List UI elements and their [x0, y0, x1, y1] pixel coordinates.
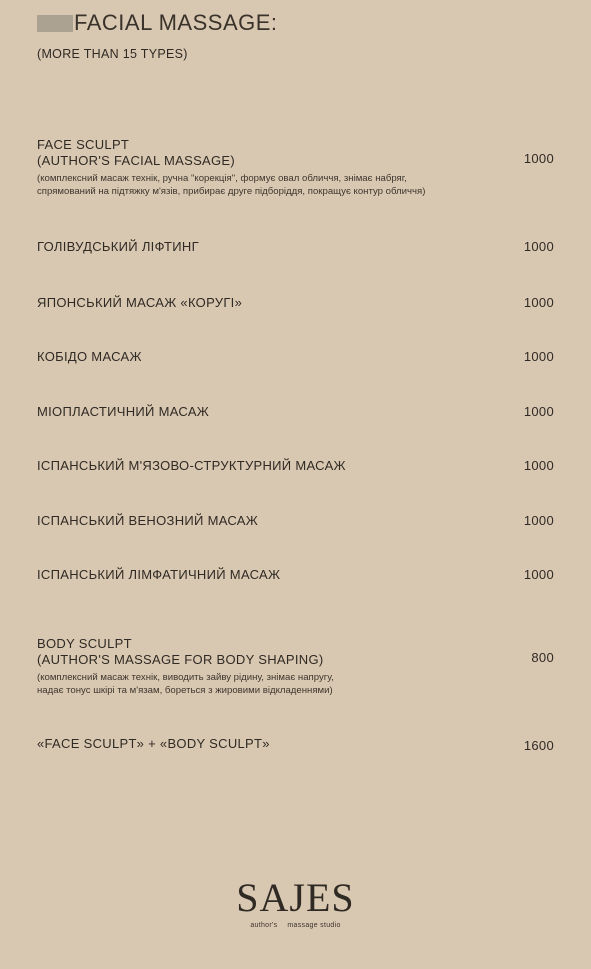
logo-wordmark: SAJES [236, 875, 355, 920]
item-price: 1000 [523, 458, 554, 473]
item-name-line1: BODY SCULPT [37, 636, 132, 651]
brand-logo [0, 876, 591, 929]
item-description-line2: надає тонус шкірі та м'язам, бореться з жировими відкладеннями) [37, 685, 333, 696]
header [37, 10, 278, 61]
item-price: 1000 [523, 151, 554, 166]
item-price: 1000 [523, 349, 554, 364]
price-item-kobido-massage [37, 349, 554, 365]
item-price: 800 [531, 650, 554, 665]
price-item-spanish-lymphatic [37, 567, 554, 583]
price-item-face-sculpt [37, 137, 554, 198]
item-name: ГОЛІВУДСЬКИЙ ЛІФТИНГ [37, 239, 199, 254]
item-name: ЯПОНСЬКИЙ МАСАЖ «КОРУГІ» [37, 295, 243, 310]
price-item-myoplastic-massage [37, 404, 554, 420]
logo-tag-left: author's [250, 922, 278, 929]
item-description-line1: (комплексний масаж технік, ручна "корекція", формує овал обличчя, знімає набряг, [37, 173, 407, 184]
item-price: 1000 [523, 404, 554, 419]
item-name-line2: (AUTHOR'S MASSAGE FOR BODY SHAPING) [37, 652, 324, 667]
price-item-spanish-muscle-structural [37, 458, 554, 474]
item-price: 1600 [523, 738, 554, 753]
price-item-spanish-venous [37, 513, 554, 529]
title-mark-bar [37, 15, 73, 32]
price-item-body-sculpt [37, 636, 554, 697]
page-subtitle: (MORE THAN 15 TYPES) [37, 47, 188, 61]
item-name: ІСПАНСЬКИЙ М'ЯЗОВО-СТРУКТУРНИЙ МАСАЖ [37, 458, 346, 473]
item-price: 1000 [523, 513, 554, 528]
page-title-text: FACIAL MASSAGE: [74, 10, 278, 35]
item-price: 1000 [523, 567, 554, 582]
logo-tag-right: massage studio [287, 922, 341, 929]
price-item-combo [37, 736, 554, 752]
item-description-line2: спрямований на підтяжку м'язів, прибирає друге підборіддя, покращує контур обличчя) [37, 186, 426, 197]
price-item-hollywood-lifting [37, 239, 554, 255]
item-name-line1: FACE SCULPT [37, 137, 130, 152]
item-name-line2: (AUTHOR'S FACIAL MASSAGE) [37, 153, 236, 168]
price-item-koru gi-massage [37, 295, 554, 311]
item-price: 1000 [523, 239, 554, 254]
item-name: МІОПЛАСТИЧНИЙ МАСАЖ [37, 404, 210, 419]
item-name: «FACE SCULPT» + «BODY SCULPT» [37, 736, 270, 751]
item-name: ІСПАНСЬКИЙ ВЕНОЗНИЙ МАСАЖ [37, 513, 259, 528]
page-title [37, 10, 278, 36]
item-name: КОБІДО МАСАЖ [37, 349, 142, 364]
item-price: 1000 [523, 295, 554, 310]
logo-tagline [0, 922, 591, 929]
item-name: ІСПАНСЬКИЙ ЛІМФАТИЧНИЙ МАСАЖ [37, 567, 281, 582]
item-description-line1: (комплексний масаж технік, виводить зайву рідину, знімає напругу, [37, 672, 334, 683]
